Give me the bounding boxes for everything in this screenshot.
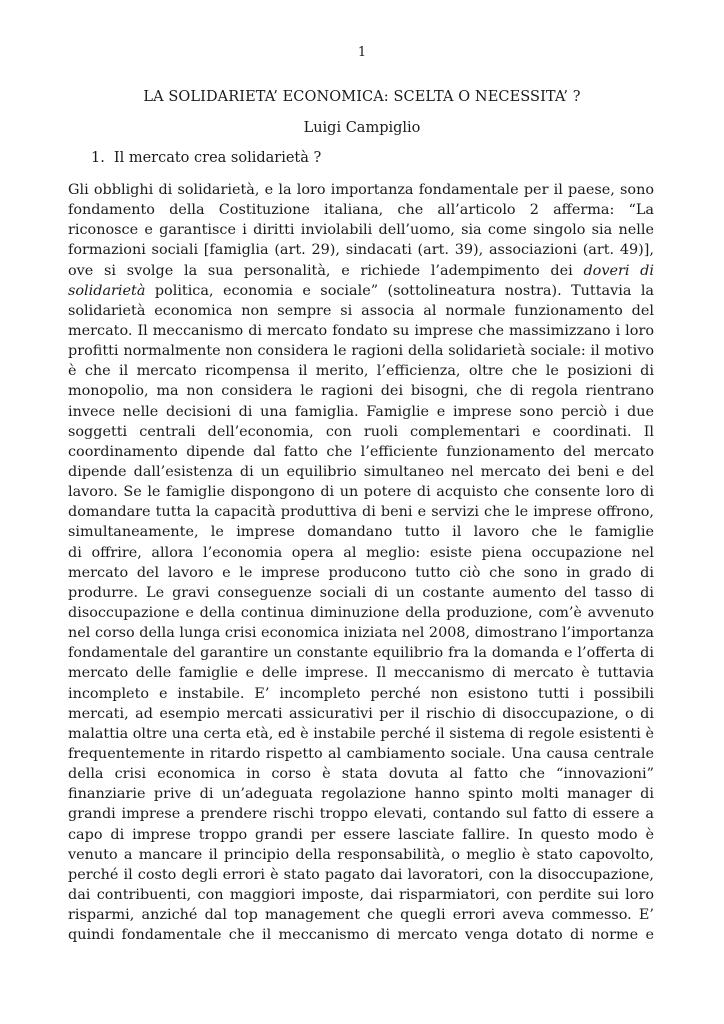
paragraph-line: [68, 281, 654, 301]
paragraph-line: nel corso della lunga crisi economica iniziata nel 2008, dimostrano l’importanza: [68, 625, 654, 642]
paragraph-line: frequentemente in ritardo rispetto al cambiamento sociale. Una causa centrale: [68, 745, 654, 762]
paragraph-line: venuto a mancare il principio della responsabilità, o meglio è stato capovolto,: [68, 846, 654, 863]
section-title: Il mercato crea solidarietà ?: [113, 150, 322, 166]
emphasis-text: solidarietà: [68, 282, 146, 299]
paragraph-line: è che il mercato ricompensa il merito, l’efficienza, oltre che le posizioni di: [68, 363, 654, 380]
paragraph-line: riconosce e garantisce i diritti inviolabili dell’uomo, sia come singolo sia nelle: [68, 222, 654, 239]
paragraph-line: finanziarie prive di un’adeguata regolazione hanno spinto molti manager di: [68, 786, 654, 803]
paragraph-line: malattia oltre una certa età, ed è instabile perché il sistema di regole esistenti è: [68, 725, 654, 742]
paragraph-line: perché il costo degli errori è stato pagato dai lavoratori, con la disoccupazione,: [68, 866, 654, 883]
paragraph-line: Gli obblighi di solidarietà, e la loro importanza fondamentale per il paese, sono: [68, 182, 654, 198]
author-name: Luigi Campiglio: [303, 120, 421, 136]
paragraph-line: mercato del lavoro e le imprese producono tutto ciò che sono in grado di: [68, 564, 654, 581]
paragraph-line: fondamentale del garantire un constante equilibrio fra la domanda e l’offerta di: [68, 645, 654, 662]
paragraph-line: invece nelle decisioni di una famiglia. Famiglie e imprese sono perciò i due: [68, 403, 654, 420]
paragraph-line: mercato. Il meccanismo di mercato fondato su imprese che massimizzano i loro: [68, 322, 654, 339]
paragraph-line: dipende dall’esistenza di un equilibrio simultaneo nel mercato dei beni e del: [68, 463, 654, 480]
paragraph-line: monopolio, ma non considera le ragioni dei bisogni, che di regola rientrano: [68, 383, 654, 400]
paragraph-line: simultaneamente, le imprese domandano tutto il lavoro che le famiglie: [68, 524, 654, 541]
paragraph-line: della crisi economica in corso è stata dovuta al fatto che “innovazioni”: [68, 766, 654, 783]
paragraph-line: incompleto e instabile. E’ incompleto perché non esistono tutti i possibili: [68, 685, 654, 702]
paragraph-line: formazioni sociali [famiglia (art. 29), sindacati (art. 39), associazioni (art. 49)],: [68, 242, 654, 259]
paragraph-line: produrre. Le gravi conseguenze sociali di un costante aumento del tasso di: [68, 584, 654, 601]
paragraph-line: dai contribuenti, con maggiori imposte, dai risparmiatori, con perdite sui loro: [68, 886, 654, 903]
paragraph-line: coordinamento dipende dal fatto che l’efficiente funzionamento del mercato: [68, 443, 654, 460]
body-paragraph: [68, 180, 654, 945]
section-heading: [91, 150, 321, 166]
page-number: 1: [357, 45, 367, 60]
paragraph-line: domandare tutta la capacità produttiva di beni e servizi che le imprese offrono,: [68, 504, 654, 521]
paragraph-line-part: politica, economia e sociale” (sottolineatura nostra). Tuttavia la: [154, 282, 654, 299]
paragraph-line-part: ove si svolge la sua personalità, e richiede l’adempimento dei: [68, 262, 573, 279]
paragraph-line: disoccupazione e della continua diminuzione della produzione, com’è avvenuto: [68, 604, 654, 621]
paragraph-line: risparmi, anziché dal top management che quegli errori aveva commesso. E’: [68, 907, 654, 924]
emphasis-text: doveri di: [583, 262, 654, 279]
document-title: LA SOLIDARIETA’ ECONOMICA: SCELTA O NECESSITA’ ?: [143, 89, 581, 105]
paragraph-line: solidarietà economica non sempre si associa al normale funzionamento del: [68, 302, 654, 319]
section-number: 1.: [91, 150, 105, 166]
paragraph-line: [68, 261, 654, 281]
paragraph-line: mercato delle famiglie e delle imprese. Il meccanismo di mercato è tuttavia: [68, 665, 654, 682]
paragraph-line: di offrire, allora l’economia opera al meglio: esiste piena occupazione nel: [68, 544, 654, 561]
paragraph-line: mercati, ad esempio mercati assicurativi per il rischio di disoccupazione, o di: [68, 705, 654, 722]
paragraph-line: capo di imprese troppo grandi per essere lasciate fallire. In questo modo è: [68, 826, 654, 843]
paragraph-line: grandi imprese a prendere rischi troppo elevati, contando sul fatto di essere a: [68, 806, 654, 823]
paragraph-line: profitti normalmente non considera le ragioni della solidarietà sociale: il motivo: [68, 343, 654, 360]
paragraph-line: soggetti centrali dell’economia, con ruoli complementari e coordinati. Il: [68, 423, 654, 440]
paragraph-line: fondamento della Costituzione italiana, che all’articolo 2 afferma: “La: [68, 202, 654, 219]
paragraph-line: quindi fondamentale che il meccanismo di mercato venga dotato di norme e: [68, 927, 654, 944]
paragraph-line: lavoro. Se le famiglie dispongono di un potere di acquisto che consente loro di: [68, 484, 654, 501]
